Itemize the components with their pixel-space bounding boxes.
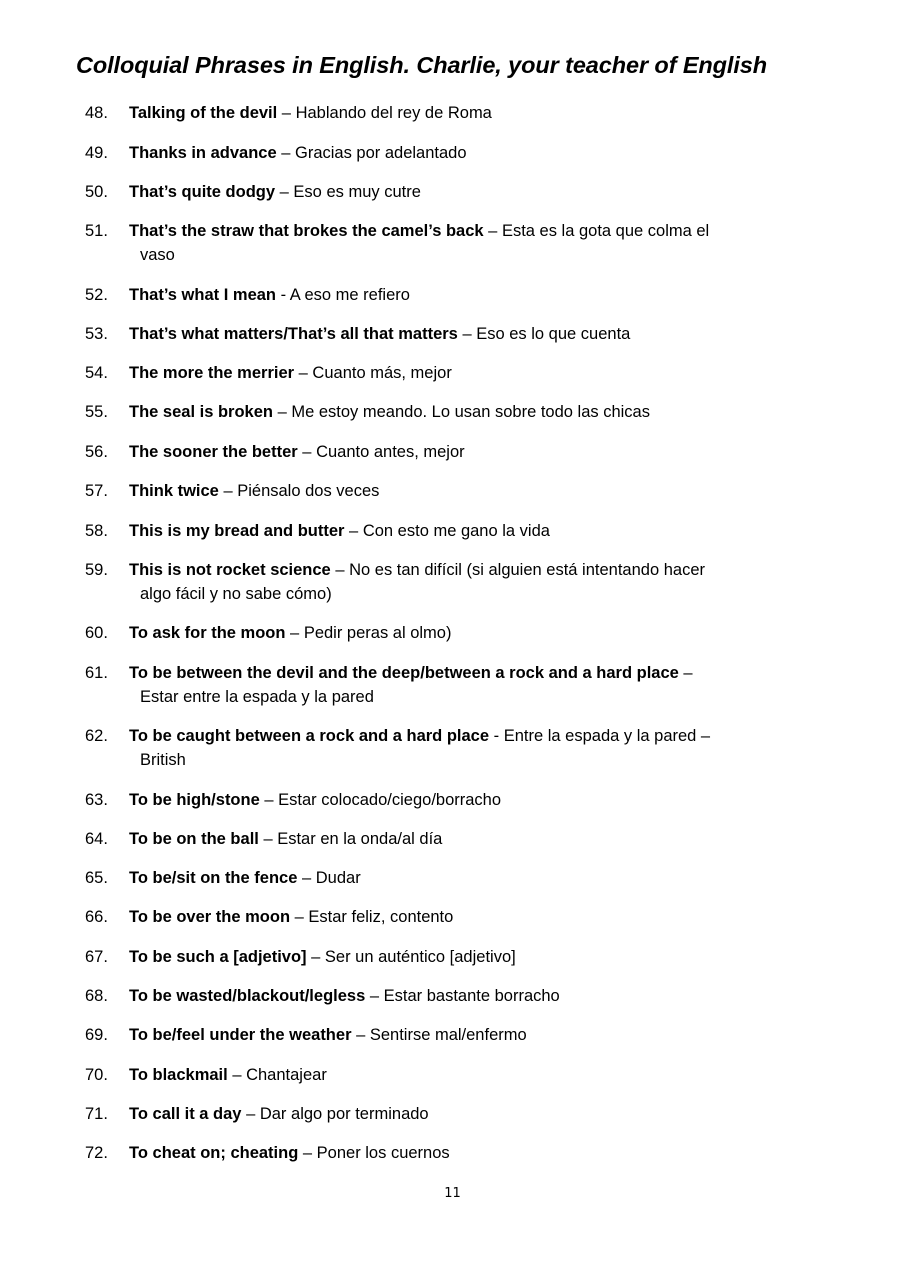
list-item [85,1063,785,1087]
item-number: 65. [85,869,108,887]
phrase-term: That’s what I mean [129,286,277,304]
phrase-term: The seal is broken [129,403,273,421]
separator: – [298,1144,317,1162]
list-item [85,440,785,464]
item-number: 64. [85,830,108,848]
phrase-term: That’s what matters/That’s all that matters [129,325,458,343]
item-number: 52. [85,286,108,304]
separator: - [276,286,290,304]
separator: – [276,144,295,162]
phrase-meaning: Eso es muy cutre [293,183,421,201]
separator: – [275,183,294,201]
list-item [85,827,785,851]
phrase-meaning: Ser un auténtico [adjetivo] [324,948,516,966]
list-item [85,1102,785,1126]
separator: – [678,664,693,682]
separator: – [259,791,279,809]
separator: – [227,1066,247,1084]
item-number: 70. [85,1066,108,1084]
phrase-meaning: Estar colocado/ciego/borracho [278,791,502,809]
phrase-meaning: Gracias por adelantado [295,144,467,162]
separator: – [241,1105,260,1123]
phrase-meaning: Entre la espada y la pared – [503,727,711,745]
phrase-meaning: Cuanto más, mejor [312,364,452,382]
list-item [85,180,785,204]
separator: – [351,1026,370,1044]
item-number: 71. [85,1105,108,1123]
list-item [85,866,785,890]
item-number: 66. [85,908,108,926]
phrase-meaning-continued: British [140,751,186,769]
phrase-term: To call it a day [129,1105,242,1123]
list-item [85,361,785,385]
separator: – [365,987,384,1005]
item-number: 59. [85,561,108,579]
item-number: 56. [85,443,108,461]
separator: – [297,443,317,461]
separator: - [489,727,504,745]
phrase-term: That’s quite dodgy [129,183,276,201]
separator: – [258,830,278,848]
item-number: 68. [85,987,108,1005]
list-item [85,101,785,125]
phrase-term: To be on the ball [129,830,259,848]
separator: – [297,869,316,887]
page-title: Colloquial Phrases in English. Charlie, your teacher of English [76,52,768,78]
list-item [85,724,785,772]
phrase-term: To be wasted/blackout/legless [129,987,366,1005]
item-number: 61. [85,664,108,682]
phrase-meaning: Poner los cuernos [316,1144,450,1162]
list-item [85,400,785,424]
item-number: 50. [85,183,108,201]
phrase-term: To be high/stone [129,791,260,809]
list-item [85,1023,785,1047]
list-item [85,905,785,929]
phrase-meaning: Estar bastante borracho [383,987,560,1005]
separator: – [218,482,238,500]
page-number: 11 [444,1186,461,1201]
phrase-term: The sooner the better [129,443,298,461]
phrase-meaning: Eso es lo que cuenta [476,325,631,343]
phrase-meaning: Me estoy meando. Lo usan sobre todo las chicas [291,403,650,421]
phrase-term: To cheat on; cheating [129,1144,299,1162]
list-item [85,984,785,1008]
list-item [85,519,785,543]
list-item [85,283,785,307]
separator: – [330,561,350,579]
item-number: 62. [85,727,108,745]
phrase-term: To ask for the moon [129,624,286,642]
phrase-meaning: Estar feliz, contento [308,908,454,926]
list-item [85,558,785,606]
phrase-meaning: Hablando del rey de Roma [295,104,492,122]
phrase-term: This is not rocket science [129,561,331,579]
phrase-term: Think twice [129,482,219,500]
item-number: 63. [85,791,108,809]
item-number: 60. [85,624,108,642]
phrase-meaning: Chantajear [246,1066,327,1084]
phrase-meaning: Dar algo por terminado [259,1105,429,1123]
phrase-meaning: Pedir peras al olmo) [303,624,452,642]
phrase-meaning-continued: Estar entre la espada y la pared [140,688,374,706]
phrase-meaning-continued: vaso [140,246,175,264]
item-number: 48. [85,104,108,122]
phrase-meaning: Sentirse mal/enfermo [369,1026,527,1044]
separator: – [483,222,502,240]
list-item [85,1141,785,1165]
phrase-meaning: Estar en la onda/al día [277,830,443,848]
item-number: 49. [85,144,108,162]
phrase-meaning-continued: algo fácil y no sabe cómo) [140,585,332,603]
phrase-term: That’s the straw that brokes the camel’s back [129,222,484,240]
item-number: 51. [85,222,108,240]
separator: – [277,104,296,122]
list-item [85,661,785,709]
item-number: 55. [85,403,108,421]
item-number: 53. [85,325,108,343]
separator: – [457,325,477,343]
phrase-meaning: Dudar [315,869,361,887]
separator: – [344,522,363,540]
phrase-term: To be caught between a rock and a hard place [129,727,490,745]
phrase-meaning: A eso me refiero [289,286,410,304]
phrase-term: To be between the devil and the deep/between a rock and a hard place [129,664,679,682]
phrase-term: To be such a [adjetivo] [129,948,307,966]
phrase-meaning: Cuanto antes, mejor [316,443,465,461]
item-number: 69. [85,1026,108,1044]
list-item [85,945,785,969]
list-item [85,621,785,645]
phrase-term: To be over the moon [129,908,291,926]
phrase-meaning: Piénsalo dos veces [237,482,380,500]
item-number: 57. [85,482,108,500]
list-item [85,219,785,267]
phrase-term: To be/feel under the weather [129,1026,352,1044]
separator: – [285,624,304,642]
item-number: 58. [85,522,108,540]
phrase-meaning: Esta es la gota que colma el [501,222,710,240]
phrase-term: The more the merrier [129,364,295,382]
phrase-meaning: No es tan difícil (si alguien está intentando hacer [349,561,705,579]
separator: – [306,948,325,966]
separator: – [294,364,313,382]
item-number: 67. [85,948,108,966]
phrase-term: Talking of the devil [129,104,278,122]
item-number: 54. [85,364,108,382]
list-item [85,141,785,165]
phrase-term: To be/sit on the fence [129,869,298,887]
phrase-term: To blackmail [129,1066,228,1084]
list-item [85,479,785,503]
phrase-term: This is my bread and butter [129,522,345,540]
list-item [85,788,785,812]
separator: – [272,403,292,421]
phrase-term: Thanks in advance [129,144,277,162]
separator: – [290,908,309,926]
list-item [85,322,785,346]
phrase-meaning: Con esto me gano la vida [362,522,550,540]
item-number: 72. [85,1144,108,1162]
